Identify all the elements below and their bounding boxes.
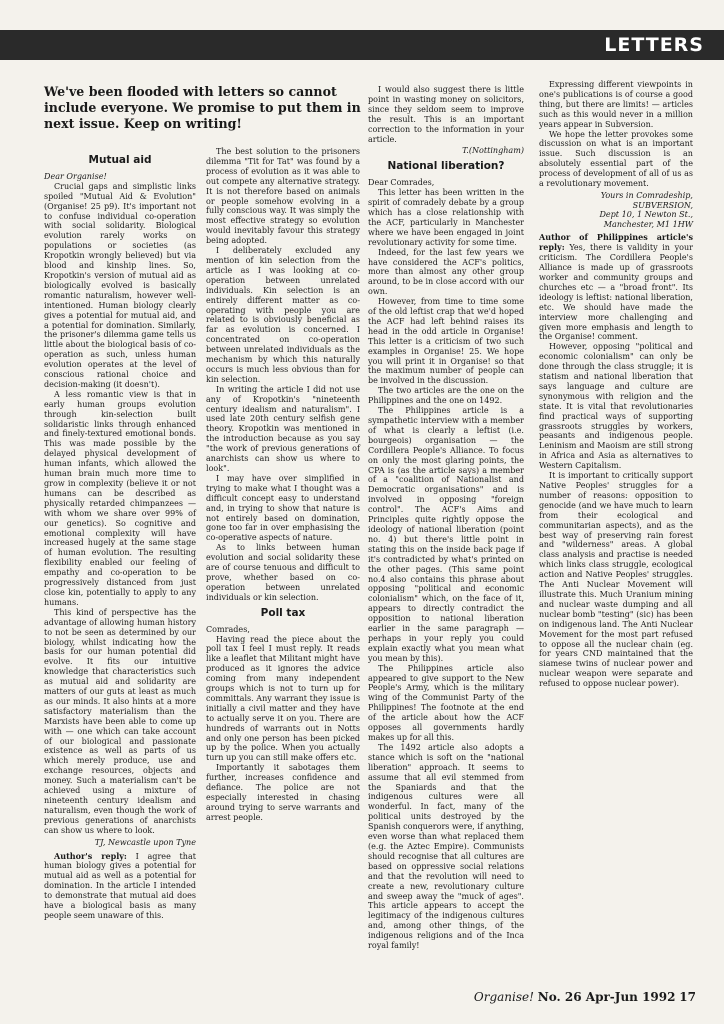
letter-paragraph: Having read the piece about the poll tax I feel I must reply. It reads like a leaflet that Militant might have produced as it ignores the advice coming from many independent groups which is not to turn up for committals. Any warrant they issue is initially a civil matter and they have to actually serve it on you. There are hundreds of warrants out in Notts and only one person has been picked up by the police. When you actually turn up you can still make offers etc. [206, 634, 360, 763]
letter-title-poll-tax: Poll tax [260, 606, 306, 619]
letter-paragraph: The Philippines article also appeared to give support to the New People's Army, which is the military wing of the Communist Party of the Philippines! The footnote at the end of the article about how the ACF opposes all governments hardly makes up for all this. [368, 663, 524, 742]
letter-salutation: Dear Organise! [44, 171, 107, 181]
column-3 [368, 85, 524, 951]
reply-paragraph: It is important to critically support Native Peoples' struggles for a number of reasons: opposition to genocide (and we have much to learn from their ecological and communitarian aspects), and as the best way of preserving rain forest and "wilderness" areas. A global class analysis and practise is needed which links class struggle, ecological action and Native Peoples' struggles. The Anti Nuclear Movement will illustrate this. Much Uranium mining and nuclear waste dumping and all nuclear bomb "testing" (sic) has been on indigenous land. The Anti Nuclear Movement for the most part refused to oppose all the nuclear chain (eg. for years CND maintained that the siamese twins of nuclear power and nuclear weapon were separate and refused to oppose nuclear power). [539, 471, 693, 689]
letter-paragraph: The Philippines article is a sympathetic interview with a member of what is clearly a leftist (i.e. bourgeois) organisation — the Cordillera People's Alliance. To focus on only the most glaring points, the CPA is (as the article says) a member of a "coalition of Nationalist and Democratic organisations" and is involved in opposing "foreign control". The ACF's Aims and Principles quite rightly oppose the ideology of national liberation (point no. 4) but there's little point in stating this on the inside back page if it's contradicted by what's printed on the other pages. (This same point no.4 also contains this phrase about opposing "political and economic colonialism" which, on the face of it, appears to directly contradict the opposition to national liberation earlier in the same paragraph — perhaps in your reply you could explain exactly what you mean what you mean by this). [368, 406, 524, 663]
letter-salutation: Comrades, [206, 624, 250, 634]
letter-paragraph: We hope the letter provokes some discussion on what is an important issue. Such discussion is an absolutely essential part of the process of development of all of us as a revolutionary movement. [539, 129, 693, 189]
letter-signature: TJ, Newcastle upon Tyne [94, 837, 196, 847]
column-4 [539, 80, 693, 689]
letter-sender [539, 191, 693, 229]
letter-title-national-liberation: National liberation? [387, 160, 505, 173]
reply-paragraph [44, 852, 196, 921]
sender-address-line: Manchester, M1 1HW [603, 219, 693, 229]
letter-paragraph: However, from time to time some of the old leftist crap that we'd hoped the ACF had left behind raises its head in the odd article in Organise! This letter is a criticism of two such examples in Organise! 25. We hope you will print it in Organise! so that the maximum number of people can be involved in the discussion. [368, 297, 524, 386]
letter-paragraph: Expressing different viewpoints in one's publications is of course a good thing, but there are limits! — articles such as this would never in a million years appear in Subversion. [539, 80, 693, 129]
reply-paragraph: As to links between human evolution and social solidarity these are of course tenuous and difficult to prove, whether based on co-operation between unrelated individuals or kin selection. [206, 543, 360, 602]
reply-paragraph: In writing the article I did not use any of Kropotkin's "nineteenth century idealism and naturalism". I used late 20th century selfish gene theory. Kropotkin was mentioned in the introduction because as you say "the work of previous generations of anarchists can show us where to look". [206, 384, 360, 473]
reply-paragraph: I may have over simplified in trying to make what I thought was a difficult concept easy to understand and, in trying to show that nature is not entirely based on domination, gone too far in over emphasising the co-operative aspects of nature. [206, 473, 360, 543]
section-label: LETTERS [604, 34, 704, 56]
reply-label: Author of Philippines article's reply: [539, 232, 693, 253]
reply-paragraph: I deliberately excluded any mention of kin selection from the article as I was looking at co-operation between unrelated individuals. Kin selection is an entirely different matter as co-operating with people you are related to is obviously beneficial as far as evolution is concerned. I concentrated on co-operation between unrelated individuals as the mechanism by which this naturally occurs is much less obvious than for kin selection. [206, 246, 360, 384]
page-footer [474, 990, 696, 1004]
column-1 [44, 150, 196, 921]
editor-intro: We've been flooded with letters so cannot include everyone. We promise to put them in next issue. Keep on writing! [44, 84, 361, 131]
reply-paragraph: However, opposing "political and economic colonialism" can only be done through the class struggle; it is statism and national liberation that says language and culture are synonymous with religion and the state. It is vital that revolutionaries find practical ways of supporting grassroots struggles by workers, peasants and indigenous people. Leninism and Maoism are still strong in Africa and Asia as alternatives to Western Capitalism. [539, 342, 693, 471]
letter-paragraph: The two articles are the one on the Philippines and the one on 1492. [368, 386, 524, 406]
letter-paragraph: Importantly it sabotages them further, increases confidence and defiance. The police are not especially interested in chasing around trying to serve warrants and arrest people. [206, 763, 360, 822]
sender-name: SUBVERSION, [632, 200, 693, 210]
column-2 [206, 147, 360, 823]
reply-text: Yes, there is validity in your criticism. The Cordillera People's Alliance is made up of grassroots worker and community groups and churches etc — a "broad front". Its ideology is leftist: national liberation, etc. We should have made the interview more challenging and given more emphasis and length to the Organise! comment. [539, 243, 694, 342]
letter-paragraph: Indeed, for the last few years we have considered the ACF's politics, more than almost any other group around, to be in close accord with our own. [368, 247, 524, 297]
issue-info: No. 26 Apr-Jun 1992 [537, 990, 676, 1004]
section-banner [0, 30, 724, 60]
sender-address-line: Dept 10, 1 Newton St., [599, 210, 693, 220]
letter-paragraph: This letter has been written in the spirit of comradely debate by a group which has a close relationship with the ACF, particularly in Manchester where we have been engaged in joint revolutionary activity for some time. [368, 188, 524, 247]
letter-paragraph: This kind of perspective has the advantage of allowing human history to not be seen as determined by our biology, whilst indicating how the basis for our human potential did evolve. It fits our intuitive knowledge that characteristics such as mutual aid and solidarity are matters of our guts at least as much as our minds. It also hints at a more satisfactory materialism than the Marxists have been able to come up with — one which can take account of our biological and passionate existence as well as parts of us which merely produce, use and exchange resources, objects and money. Such a materialism can't be achieved using a mixture of nineteenth century idealism and naturalism, even though the work of previous generations of anarchists can show us where to look. [44, 607, 196, 835]
page-number: 17 [679, 990, 696, 1004]
letter-title-mutual-aid: Mutual aid [88, 154, 152, 166]
sign-off: Yours in Comradeship, [600, 190, 693, 200]
letter-paragraph: Crucial gaps and simplistic links spoiled "Mutual Aid & Evolution" (Organise! 25 p9). It's important not to confuse individual co-operation with social solidarity. Biological evolution rarely works on populations or societies (as Kropotkin wrongly believed) but via blood and kinship lines. So, Kropotkin's version of mutual aid as biologically evolved is basically romantic naturalism, however well-intentioned. Human biology clearly gives a potential for mutual aid, and a potential for domination. Similarly, the prisoner's dilemma game tells us little about the biological basis of co-operation as such, unless human evolution operates at the level of conscious rational choice and decision-making (it doesn't). [44, 181, 196, 389]
letter-paragraph: I would also suggest there is little point in wasting money on solicitors, since they seldom seem to improve the result. This is an important correction to the information in your article. [368, 85, 524, 144]
letter-paragraph: A less romantic view is that in early human groups evolution through kin-selection built solidaristic links through enhanced and finely-textured emotional bonds. This was made possible by the delayed physical development of human infants, which allowed the human brain much more time to grow in complexity (believe it or not humans can be described as physically retarded chimpanzees — with whom we share over 99% of our genetics). So cognitive and emotional complexity will have increased hugely at the same stage of human evolution. The resulting flexibility enabled our feeling of empathy and co-operation to be progressively distanced from just close kin, potentially to apply to any humans. [44, 389, 196, 607]
letter-salutation: Dear Comrades, [368, 178, 435, 188]
reply-paragraph: The best solution to the prisoners dilemma "Tit for Tat" was found by a process of evolution as it was able to out compete any alternative strategy. It is not therefore based on animals or people somehow evolving in a fully conscious way. It was simply the most effective strategy so evolution would inevitably favour this strategy being adopted. [206, 147, 360, 246]
reply-paragraph [539, 233, 693, 342]
publication-name: Organise! [473, 990, 534, 1004]
letter-paragraph: The 1492 article also adopts a stance which is soft on the "national liberation" approach. It seems to assume that all evil stemmed from the Spaniards and that the indigenous cultures were all wonderful. In fact, many of the political units destroyed by the Spanish conquerors were, if anything, even worse than what replaced them (e.g. the Aztec Empire). Communists should recognise that all cultures are based on oppressive social relations and that the revolution will need to create a new, revolutionary culture and sweep away the "muck of ages". This article appears to accept the legitimacy of the indigenous cultures and, among other things, of the indigenous religions and of the Inca royal family! [368, 742, 524, 951]
reply-label: Author's reply: [54, 850, 127, 861]
reply-text: I agree that human biology gives a potential for mutual aid as well as a potential for domination. In the article I intended to demonstrate that mutual aid does have a biological basis as many people seem unaware of this. [44, 851, 196, 920]
letter-signature: T.(Nottingham) [462, 146, 524, 156]
